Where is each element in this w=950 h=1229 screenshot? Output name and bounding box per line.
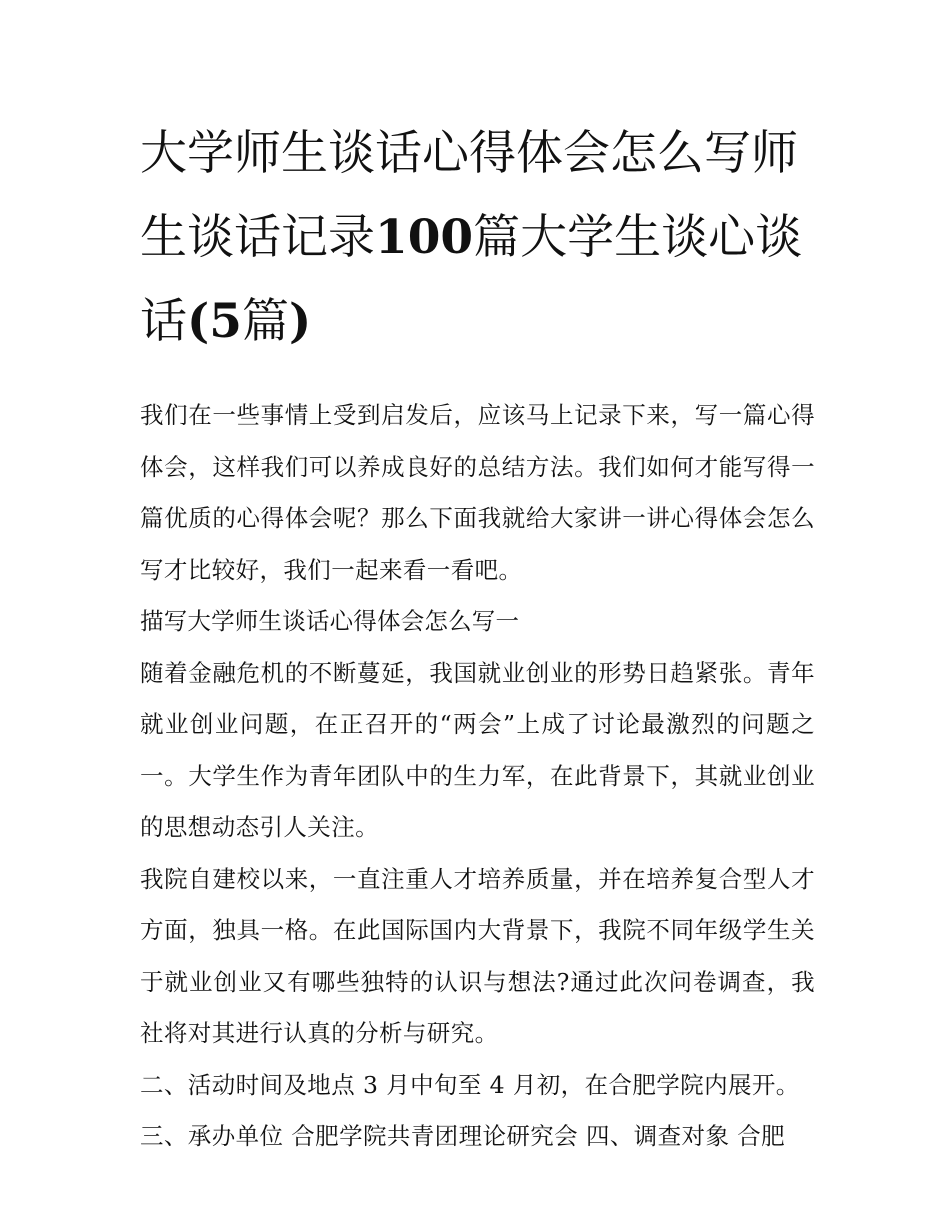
- paragraph-organizer: 三、承办单位 合肥学院共青团理论研究会 四、调查对象 合肥: [140, 1122, 786, 1150]
- paragraph-school: 我院自建校以来，一直注重人才培养质量，并在培养复合型人才方面，独具一格。在此国际国内大背景下，我院不同年级学生关于就业创业又有哪些独特的认识与想法?通过此次问卷调查，我社将对其进行认真的分析与研究。: [140, 864, 815, 1047]
- section-heading: 描写大学师生谈话心得体会怎么写一: [140, 607, 520, 635]
- paragraph-background: 随着金融危机的不断蔓延，我国就业创业的形势日趋紧张。青年就业创业问题，在正召开的“两会”上成了讨论最激烈的问题之一。大学生作为青年团队中的生力军，在此背景下，其就业创业的思想动态引人关注。: [140, 658, 815, 841]
- document-page: [140, 112, 815, 1163]
- document-title: 大学师生谈话心得体会怎么写师生谈话记录100篇大学生谈心谈话(5篇): [140, 126, 803, 349]
- paragraph-intro: 我们在一些事情上受到启发后，应该马上记录下来，写一篇心得体会，这样我们可以养成良好的总结方法。我们如何才能写得一篇优质的心得体会呢？那么下面我就给大家讲一讲心得体会怎么写才比较好，我们一起来看一看吧。: [140, 401, 815, 584]
- paragraph-time-place: 二、活动时间及地点 3 月中旬至 4 月初，在合肥学院内展开。: [140, 1070, 800, 1099]
- document-body: [140, 390, 815, 1163]
